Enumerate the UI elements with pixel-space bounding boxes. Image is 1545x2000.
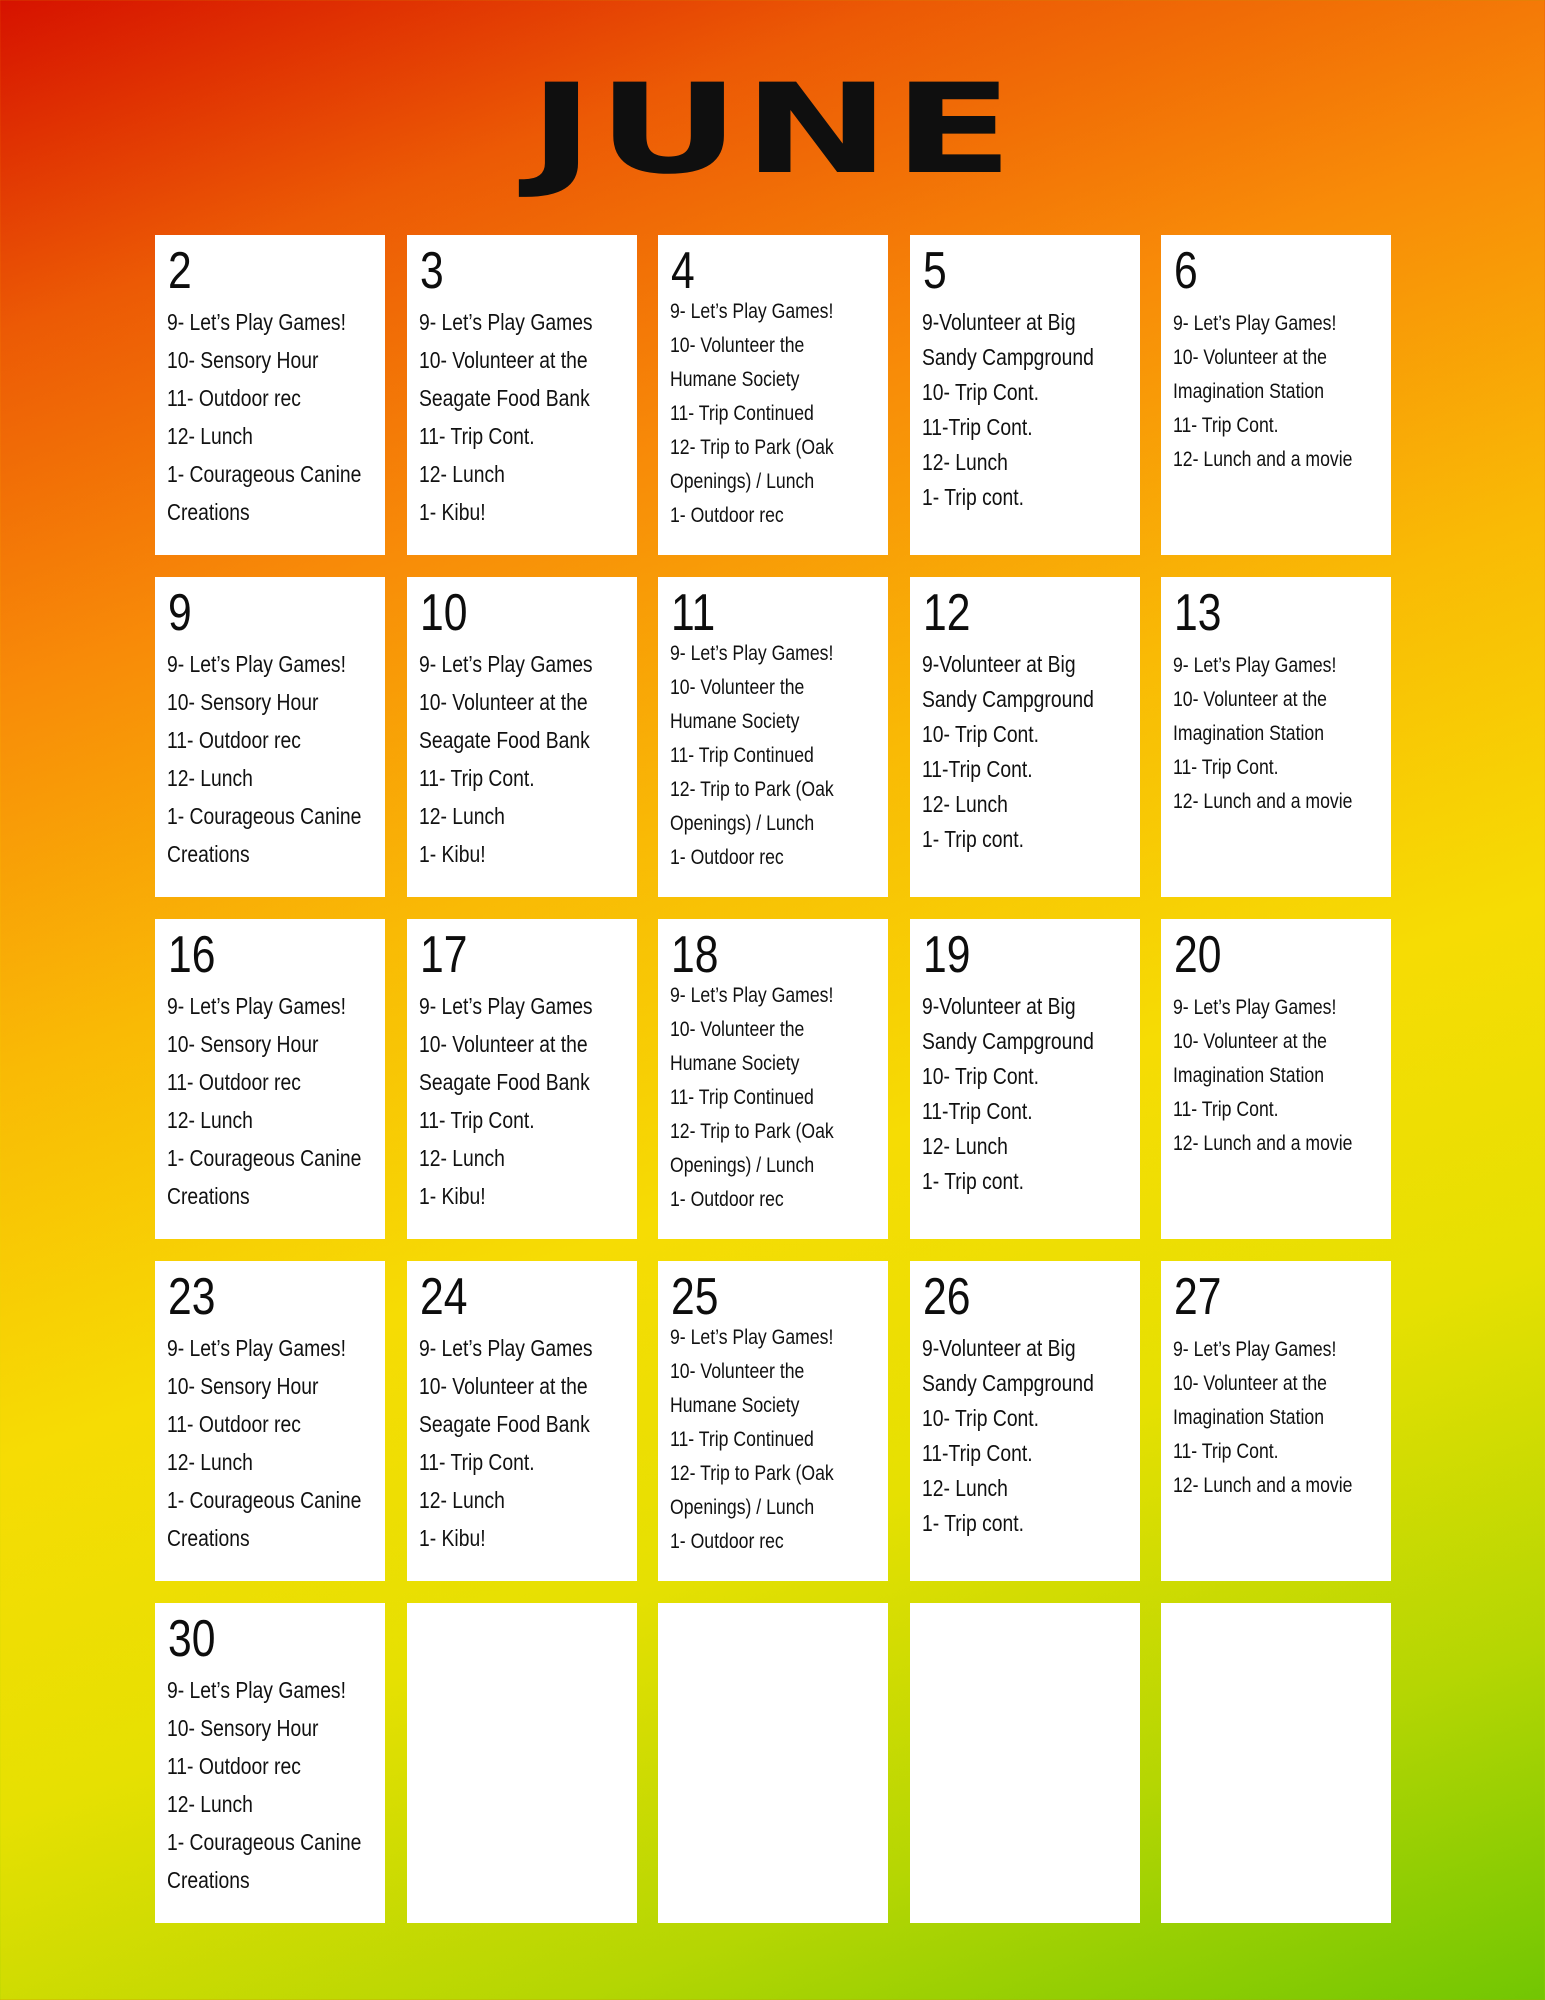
day-cell-30 xyxy=(155,1603,385,1923)
day-cell-3 xyxy=(407,235,637,555)
event-line: 10- Volunteer at the xyxy=(1173,1372,1327,1395)
event-line: 12- Lunch xyxy=(418,1487,505,1513)
day-cell-17 xyxy=(407,919,637,1239)
event-line: 1- Outdoor rec xyxy=(670,1188,784,1211)
event-line: 10- Volunteer the xyxy=(670,1360,805,1383)
event-line: 1- Courageous Canine xyxy=(167,803,362,829)
event-line: 12- Lunch and a movie xyxy=(1173,1474,1353,1497)
event-line: 12- Lunch xyxy=(418,461,505,487)
event-line: 11- Trip Cont. xyxy=(1173,1440,1279,1463)
event-list xyxy=(419,303,633,531)
event-line: Sandy Campground xyxy=(921,1370,1094,1396)
event-line: 9- Let’s Play Games! xyxy=(167,1335,346,1361)
event-line: Creations xyxy=(167,1867,250,1893)
event-line: 12- Lunch xyxy=(167,1791,253,1817)
event-line: 11- Outdoor rec xyxy=(167,1411,301,1437)
event-line: 1- Trip cont. xyxy=(921,1510,1024,1536)
event-line: 11- Trip Cont. xyxy=(418,1107,535,1133)
event-line: 1- Courageous Canine xyxy=(167,1145,362,1171)
event-line: 10- Trip Cont. xyxy=(921,379,1039,405)
day-cell-25 xyxy=(658,1261,888,1581)
empty-day-cell xyxy=(1161,1603,1391,1923)
event-line: 9- Let’s Play Games! xyxy=(167,993,346,1019)
event-line: 12- Trip to Park (Oak xyxy=(670,778,834,801)
event-line: 11- Outdoor rec xyxy=(167,1753,301,1779)
day-cell-9 xyxy=(155,577,385,897)
event-line: 12- Lunch xyxy=(921,791,1008,817)
event-line: Openings) / Lunch xyxy=(670,812,815,835)
event-line: 10- Trip Cont. xyxy=(921,1405,1039,1431)
event-line: 11- Trip Continued xyxy=(670,402,814,425)
event-line: 12- Lunch xyxy=(167,423,253,449)
event-list xyxy=(670,295,884,533)
event-line: 9- Let’s Play Games! xyxy=(670,300,834,323)
event-line: 12- Lunch xyxy=(921,1475,1008,1501)
day-cell-11 xyxy=(658,577,888,897)
event-line: 11- Trip Cont. xyxy=(1173,1098,1279,1121)
event-line: 10- Volunteer at the xyxy=(418,1373,588,1399)
event-line: 10- Volunteer at the xyxy=(418,689,588,715)
day-cell-10 xyxy=(407,577,637,897)
event-line: 10- Sensory Hour xyxy=(167,1031,319,1057)
event-line: Imagination Station xyxy=(1173,1406,1325,1429)
event-line: 1- Kibu! xyxy=(418,841,486,867)
event-line: 12- Lunch xyxy=(418,1145,505,1171)
day-number: 24 xyxy=(419,1268,467,1326)
event-line: 12- Lunch xyxy=(921,449,1008,475)
event-list xyxy=(419,1329,633,1557)
event-line: 10- Volunteer the xyxy=(670,334,805,357)
event-line: 10- Volunteer at the xyxy=(418,347,588,373)
day-number: 18 xyxy=(671,926,719,984)
event-line: 11- Outdoor rec xyxy=(167,727,301,753)
event-line: 10- Sensory Hour xyxy=(167,1373,319,1399)
event-line: Openings) / Lunch xyxy=(670,1154,815,1177)
day-number: 9 xyxy=(168,584,192,642)
day-cell-27 xyxy=(1161,1261,1391,1581)
event-line: 11- Trip Cont. xyxy=(418,1449,535,1475)
event-line: 9- Let’s Play Games! xyxy=(670,1326,834,1349)
day-cell-4 xyxy=(658,235,888,555)
day-cell-6 xyxy=(1161,235,1391,555)
event-list xyxy=(922,1331,1136,1541)
event-line: 9- Let’s Play Games! xyxy=(1173,312,1337,335)
event-line: 1- Kibu! xyxy=(418,499,486,525)
day-number: 26 xyxy=(922,1268,970,1326)
event-line: 9- Let’s Play Games! xyxy=(670,642,834,665)
event-line: 11-Trip Cont. xyxy=(921,1440,1033,1466)
event-line: Sandy Campground xyxy=(921,1028,1094,1054)
event-line: 12- Trip to Park (Oak xyxy=(670,1120,834,1143)
event-list xyxy=(1173,991,1387,1161)
event-list xyxy=(922,647,1136,857)
event-list xyxy=(922,989,1136,1199)
event-line: 10- Volunteer the xyxy=(670,676,805,699)
event-line: 11- Trip Continued xyxy=(670,1428,814,1451)
event-line: 9- Let’s Play Games! xyxy=(167,309,346,335)
event-list xyxy=(167,987,381,1215)
event-line: 1- Outdoor rec xyxy=(670,1530,784,1553)
event-line: 11- Outdoor rec xyxy=(167,1069,301,1095)
event-line: Humane Society xyxy=(670,1052,800,1075)
day-number: 30 xyxy=(168,1610,216,1668)
event-list xyxy=(922,305,1136,515)
event-line: 9-Volunteer at Big xyxy=(921,651,1076,677)
event-line: 12- Lunch xyxy=(167,765,253,791)
event-line: 10- Sensory Hour xyxy=(167,347,319,373)
event-line: 11-Trip Cont. xyxy=(921,414,1033,440)
event-line: 12- Trip to Park (Oak xyxy=(670,1462,834,1485)
event-line: Creations xyxy=(167,499,250,525)
event-line: 9- Let’s Play Games! xyxy=(167,1677,346,1703)
day-number: 20 xyxy=(1174,926,1222,984)
event-line: 12- Trip to Park (Oak xyxy=(670,436,834,459)
day-cell-23 xyxy=(155,1261,385,1581)
page-title: JUNE xyxy=(528,58,1017,202)
event-line: Creations xyxy=(167,1183,250,1209)
event-line: 1- Courageous Canine xyxy=(167,1487,362,1513)
day-cell-24 xyxy=(407,1261,637,1581)
event-line: 10- Trip Cont. xyxy=(921,721,1039,747)
event-line: 1- Trip cont. xyxy=(921,826,1024,852)
event-line: 12- Lunch xyxy=(167,1107,253,1133)
event-list xyxy=(167,303,381,531)
event-list xyxy=(419,987,633,1215)
event-line: 9- Let’s Play Games! xyxy=(670,984,834,1007)
event-line: Humane Society xyxy=(670,1394,800,1417)
calendar-grid xyxy=(155,235,1391,1923)
event-line: 1- Kibu! xyxy=(418,1183,486,1209)
empty-day-cell xyxy=(910,1603,1140,1923)
event-line: 1- Trip cont. xyxy=(921,484,1024,510)
event-line: 9- Let’s Play Games! xyxy=(167,651,346,677)
event-line: 10- Volunteer at the xyxy=(1173,688,1327,711)
event-line: 1- Outdoor rec xyxy=(670,504,784,527)
event-line: 11- Trip Cont. xyxy=(418,765,535,791)
day-number: 12 xyxy=(922,584,970,642)
event-line: 11- Trip Continued xyxy=(670,744,814,767)
event-line: 12- Lunch and a movie xyxy=(1173,1132,1353,1155)
day-number: 13 xyxy=(1174,584,1222,642)
event-list xyxy=(167,1329,381,1557)
event-line: Imagination Station xyxy=(1173,722,1325,745)
event-line: Seagate Food Bank xyxy=(418,1069,590,1095)
event-line: 10- Volunteer at the xyxy=(1173,346,1327,369)
event-list xyxy=(670,1321,884,1559)
event-line: 11- Trip Cont. xyxy=(418,423,535,449)
event-line: 12- Lunch xyxy=(167,1449,253,1475)
event-line: Sandy Campground xyxy=(921,344,1094,370)
event-line: 10- Sensory Hour xyxy=(167,1715,319,1741)
event-line: Imagination Station xyxy=(1173,1064,1325,1087)
event-line: 11- Trip Continued xyxy=(670,1086,814,1109)
event-line: 12- Lunch and a movie xyxy=(1173,448,1353,471)
day-number: 4 xyxy=(671,242,695,300)
event-line: 9- Let’s Play Games xyxy=(418,1335,593,1361)
empty-day-cell xyxy=(658,1603,888,1923)
event-line: 9- Let’s Play Games xyxy=(418,651,593,677)
event-list xyxy=(167,1671,381,1899)
day-number: 5 xyxy=(922,242,947,300)
day-cell-19 xyxy=(910,919,1140,1239)
event-line: 1- Outdoor rec xyxy=(670,846,784,869)
event-line: 11- Trip Cont. xyxy=(1173,756,1279,779)
day-number: 6 xyxy=(1174,242,1198,300)
event-list xyxy=(1173,649,1387,819)
event-line: 9-Volunteer at Big xyxy=(921,993,1076,1019)
day-cell-20 xyxy=(1161,919,1391,1239)
day-number: 2 xyxy=(168,242,192,300)
event-line: Sandy Campground xyxy=(921,686,1094,712)
event-line: 11- Outdoor rec xyxy=(167,385,301,411)
event-line: Humane Society xyxy=(670,368,800,391)
day-number: 27 xyxy=(1174,1268,1222,1326)
day-cell-12 xyxy=(910,577,1140,897)
day-cell-26 xyxy=(910,1261,1140,1581)
day-cell-16 xyxy=(155,919,385,1239)
event-line: Openings) / Lunch xyxy=(670,1496,815,1519)
event-line: 12- Lunch xyxy=(418,803,505,829)
event-line: Seagate Food Bank xyxy=(418,727,590,753)
event-line: 1- Courageous Canine xyxy=(167,1829,362,1855)
event-line: 9- Let’s Play Games! xyxy=(1173,1338,1337,1361)
empty-day-cell xyxy=(407,1603,637,1923)
day-number: 10 xyxy=(419,584,467,642)
event-list xyxy=(167,645,381,873)
event-list xyxy=(1173,1333,1387,1503)
event-line: Creations xyxy=(167,1525,250,1551)
day-number: 11 xyxy=(671,584,716,642)
event-line: 12- Lunch xyxy=(921,1133,1008,1159)
event-line: 9- Let’s Play Games xyxy=(418,309,593,335)
day-cell-13 xyxy=(1161,577,1391,897)
event-line: 1- Kibu! xyxy=(418,1525,486,1551)
event-line: 10- Volunteer at the xyxy=(1173,1030,1327,1053)
event-line: Seagate Food Bank xyxy=(418,385,590,411)
day-cell-2 xyxy=(155,235,385,555)
day-number: 25 xyxy=(671,1268,719,1326)
event-list xyxy=(670,637,884,875)
event-line: 9- Let’s Play Games! xyxy=(1173,996,1337,1019)
event-line: 11-Trip Cont. xyxy=(921,756,1033,782)
day-number: 23 xyxy=(168,1268,216,1326)
event-line: 10- Volunteer the xyxy=(670,1018,805,1041)
day-cell-18 xyxy=(658,919,888,1239)
day-number: 16 xyxy=(168,926,216,984)
day-number: 17 xyxy=(419,926,467,984)
event-line: 9- Let’s Play Games xyxy=(418,993,593,1019)
day-number: 19 xyxy=(922,926,970,984)
event-line: 9- Let’s Play Games! xyxy=(1173,654,1337,677)
day-number: 3 xyxy=(419,242,444,300)
event-list xyxy=(1173,307,1387,477)
event-line: 11-Trip Cont. xyxy=(921,1098,1033,1124)
event-line: 1- Trip cont. xyxy=(921,1168,1024,1194)
event-line: Seagate Food Bank xyxy=(418,1411,590,1437)
event-line: Creations xyxy=(167,841,250,867)
event-list xyxy=(670,979,884,1217)
event-line: 11- Trip Cont. xyxy=(1173,414,1279,437)
event-line: Imagination Station xyxy=(1173,380,1325,403)
event-line: Humane Society xyxy=(670,710,800,733)
event-list xyxy=(419,645,633,873)
day-cell-5 xyxy=(910,235,1140,555)
event-line: 10- Volunteer at the xyxy=(418,1031,588,1057)
event-line: 12- Lunch and a movie xyxy=(1173,790,1353,813)
event-line: 10- Trip Cont. xyxy=(921,1063,1039,1089)
event-line: 1- Courageous Canine xyxy=(167,461,362,487)
event-line: Openings) / Lunch xyxy=(670,470,815,493)
event-line: 9-Volunteer at Big xyxy=(921,1335,1076,1361)
event-line: 9-Volunteer at Big xyxy=(921,309,1076,335)
event-line: 10- Sensory Hour xyxy=(167,689,319,715)
